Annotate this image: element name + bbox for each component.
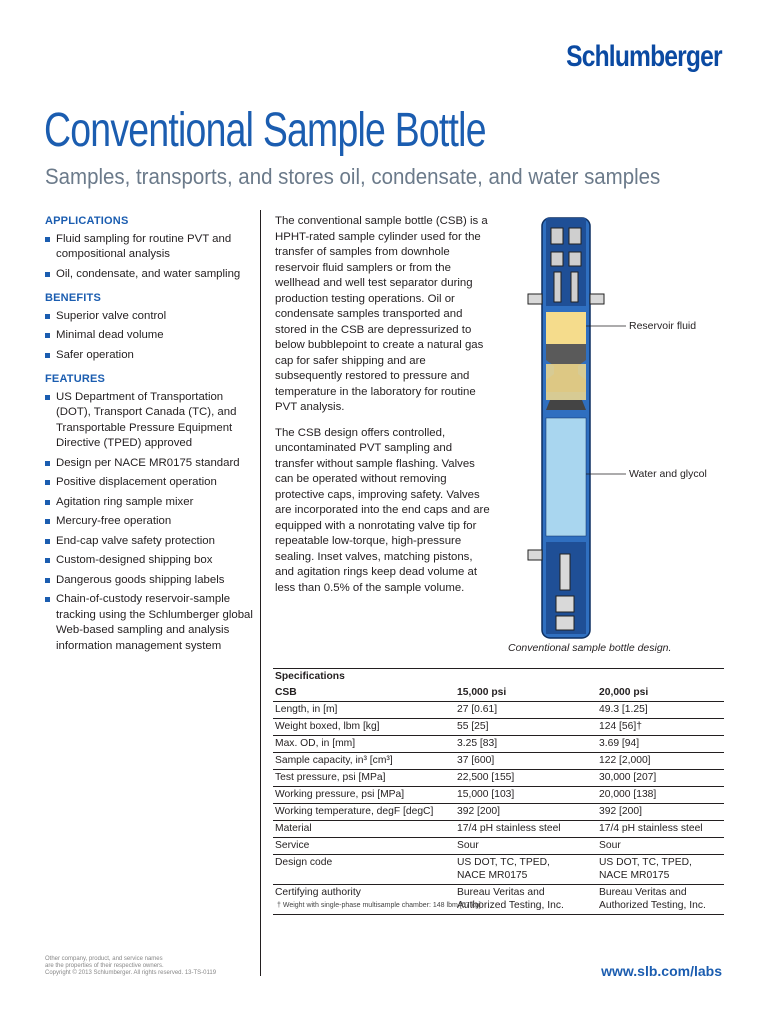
reservoir-fluid-region	[546, 312, 586, 344]
sample-bottle-diagram	[520, 214, 750, 644]
table-cell: 3.69 [94]	[597, 736, 724, 753]
list-item	[45, 573, 255, 589]
spec-title: Specifications	[273, 669, 724, 686]
table-cell: Sour	[597, 838, 724, 855]
bullet-icon	[45, 539, 50, 544]
table-cell: 49.3 [1.25]	[597, 702, 724, 719]
table-row	[273, 804, 724, 821]
list-item-text: Fluid sampling for routine PVT and compositional analysis	[56, 232, 232, 260]
body-text	[275, 214, 490, 606]
specifications-table	[273, 668, 724, 915]
spec-footnote: † Weight with single-phase multisample chamber: 148 lbm [67 kg]	[277, 902, 481, 909]
table-cell: Sour	[455, 838, 597, 855]
table-row	[273, 885, 724, 915]
table-cell: Max. OD, in [mm]	[273, 736, 455, 753]
table-cell: Bureau Veritas and Authorized Testing, Inc.	[597, 885, 724, 915]
spec-title-row	[273, 669, 724, 686]
table-cell: Test pressure, psi [MPa]	[273, 770, 455, 787]
list-item	[45, 553, 255, 569]
list-item-text: Oil, condensate, and water sampling	[56, 267, 241, 280]
list-item-text: Mercury-free operation	[56, 515, 172, 527]
list-item	[45, 348, 255, 364]
bullet-icon	[45, 314, 50, 319]
table-cell: 37 [600]	[455, 753, 597, 770]
label-water-glycol: Water and glycol	[629, 468, 707, 480]
list-item-text: Safer operation	[56, 348, 134, 361]
applications-heading: APPLICATIONS	[45, 215, 129, 227]
spec-header-row	[273, 685, 724, 702]
body-paragraph-1: The conventional sample bottle (CSB) is a HPHT-rated sample cylinder used for the transfer of samples from downhole reservoir fluid samplers or from the wellhead and well test separator during production testing operations. Oil or condensate samples transported and stored in the CSB are depressurized to below bubblepoint to create a natural gas cap for safer shipping and are subsequently restored to pressure and temperature in the laboratory for routine PVT analysis.	[275, 215, 488, 413]
list-item	[45, 328, 255, 344]
spec-body	[273, 702, 724, 915]
legal-line: Copyright © 2013 Schlumberger. All rights reserved. 13-TS-0119	[45, 970, 217, 976]
table-cell: Working temperature, degF [degC]	[273, 804, 455, 821]
table-cell: 15,000 [103]	[455, 787, 597, 804]
figure-caption: Conventional sample bottle design.	[508, 642, 672, 654]
benefits-heading: BENEFITS	[45, 292, 101, 304]
table-row	[273, 855, 724, 885]
list-item-text: Agitation ring sample mixer	[56, 495, 194, 508]
table-cell: Weight boxed, lbm [kg]	[273, 719, 455, 736]
page-title: Conventional Sample Bottle	[44, 104, 486, 157]
list-item-text: End-cap valve safety protection	[56, 534, 215, 547]
bullet-icon	[45, 395, 50, 400]
list-item	[45, 309, 255, 325]
list-item-text: Superior valve control	[56, 309, 167, 322]
legal-line: Other company, product, and service names	[45, 956, 163, 962]
list-item-text: Minimal dead volume	[56, 329, 164, 341]
table-cell: 20,000 [138]	[597, 787, 724, 804]
table-row	[273, 821, 724, 838]
list-item-text: US Department of Transportation (DOT), Transport Canada (TC), and Transportable Pressure Equipment Directive (TPED) approved	[56, 390, 237, 449]
list-item-text: Custom-designed shipping box	[56, 554, 213, 566]
list-item-text: Positive displacement operation	[56, 476, 217, 488]
list-item	[45, 267, 255, 283]
bullet-icon	[45, 558, 50, 563]
legal-line: are the properties of their respective owners.	[45, 963, 164, 969]
table-row	[273, 736, 724, 753]
column-divider	[260, 210, 261, 976]
list-item	[45, 534, 255, 550]
list-item	[45, 232, 255, 263]
table-cell: US DOT, TC, TPED, NACE MR0175	[455, 855, 597, 885]
list-item	[45, 495, 255, 511]
table-cell: Design code	[273, 855, 455, 885]
list-item	[45, 390, 255, 452]
features-list	[45, 390, 255, 655]
table-cell: Sample capacity, in³ [cm³]	[273, 753, 455, 770]
table-cell: 392 [200]	[455, 804, 597, 821]
spec-col-header: 15,000 psi	[455, 685, 597, 702]
label-reservoir-fluid: Reservoir fluid	[629, 320, 697, 332]
table-cell: Material	[273, 821, 455, 838]
bullet-icon	[45, 480, 50, 485]
list-item	[45, 475, 255, 491]
bullet-icon	[45, 519, 50, 524]
bullet-icon	[45, 333, 50, 338]
table-row	[273, 753, 724, 770]
table-cell: Certifying authority	[273, 885, 455, 915]
table-cell: Bureau Veritas and Authorized Testing, Inc.	[455, 885, 597, 915]
spec-col-header: CSB	[273, 685, 455, 702]
table-row	[273, 719, 724, 736]
list-item	[45, 456, 255, 472]
list-item	[45, 514, 255, 530]
table-cell: Service	[273, 838, 455, 855]
table-cell: 17/4 pH stainless steel	[597, 821, 724, 838]
fluid-around-piston	[546, 364, 586, 400]
table-cell: 392 [200]	[597, 804, 724, 821]
bullet-icon	[45, 461, 50, 466]
table-cell: 22,500 [155]	[455, 770, 597, 787]
bullet-icon	[45, 353, 50, 358]
benefits-list	[45, 309, 255, 364]
list-item-text: Design per NACE MR0175 standard	[56, 456, 240, 469]
table-cell: 27 [0.61]	[455, 702, 597, 719]
list-item-text: Dangerous goods shipping labels	[56, 573, 225, 586]
bullet-icon	[45, 272, 50, 277]
table-cell: 55 [25]	[455, 719, 597, 736]
table-cell: 30,000 [207]	[597, 770, 724, 787]
list-item-text: Chain-of-custody reservoir-sample tracking using the Schlumberger global Web-based sampling and analysis information management system	[56, 593, 253, 652]
bullet-icon	[45, 237, 50, 242]
table-cell: 124 [56]†	[597, 719, 724, 736]
features-heading: FEATURES	[45, 373, 106, 385]
table-row	[273, 838, 724, 855]
body-paragraph-2: The CSB design offers controlled, uncontaminated PVT sampling and transfer without sample flashing. Valves can be operated without removing protective caps, improving safety. Valves are incorporated into the end caps and are equipped with a nonrotating valve tip for repeatable low-torque, high-pressure sealing. Inset valves, matching pistons, and agitation rings keep dead volume at less than 0.5% of the sample volume.	[275, 426, 490, 594]
table-row	[273, 770, 724, 787]
table-cell: Length, in [m]	[273, 702, 455, 719]
bottle-figure	[520, 214, 750, 644]
table-cell: 122 [2,000]	[597, 753, 724, 770]
table-cell: Working pressure, psi [MPa]	[273, 787, 455, 804]
table-cell: 3.25 [83]	[455, 736, 597, 753]
table-row	[273, 787, 724, 804]
table-row	[273, 702, 724, 719]
water-glycol-region	[546, 418, 586, 536]
table-cell: US DOT, TC, TPED, NACE MR0175	[597, 855, 724, 885]
left-column	[45, 214, 255, 663]
list-item	[45, 592, 255, 654]
schlumberger-logo: Schlumberger	[566, 40, 722, 73]
website-link[interactable]: www.slb.com/labs	[601, 963, 722, 979]
bullet-icon	[45, 578, 50, 583]
spec-col-header: 20,000 psi	[597, 685, 724, 702]
applications-list	[45, 232, 255, 283]
table-cell: 17/4 pH stainless steel	[455, 821, 597, 838]
piston-base	[546, 400, 586, 410]
legal-notice	[45, 956, 245, 977]
bullet-icon	[45, 500, 50, 505]
bullet-icon	[45, 597, 50, 602]
page-subtitle: Samples, transports, and stores oil, condensate, and water samples	[45, 164, 661, 189]
